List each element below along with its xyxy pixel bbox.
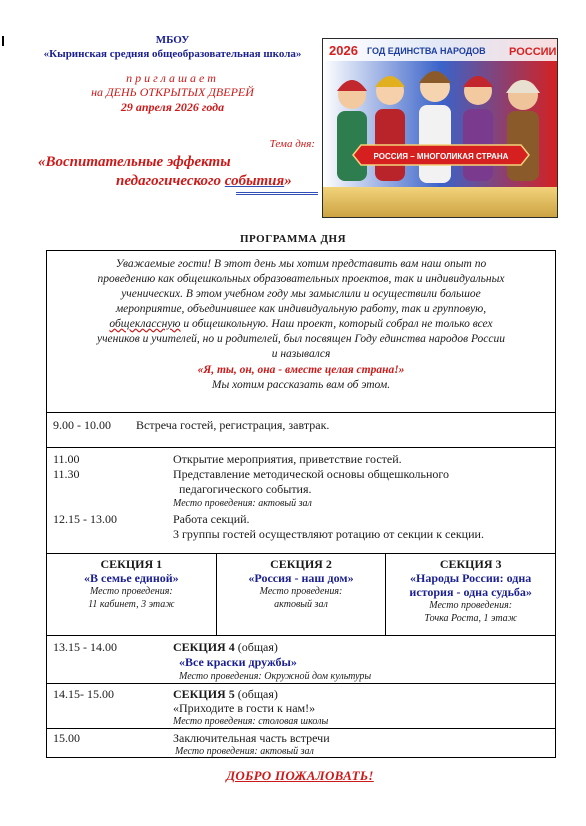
work-desc-1: Работа секций.	[173, 512, 250, 526]
work-time: 12.15 - 13.00	[53, 512, 117, 526]
section-5-kind: (общая)	[234, 687, 278, 701]
section-4-title: «Все краски дружбы»	[179, 655, 297, 669]
schedule-row-main	[47, 448, 555, 554]
section-3-place-label: Место проведения:	[429, 600, 513, 611]
poster-illustration	[323, 39, 558, 218]
schedule-row-meet	[47, 413, 555, 448]
open-desc: Открытие мероприятия, приветствие гостей.	[173, 452, 402, 466]
method-desc-2: педагогического события.	[179, 482, 312, 496]
section-3-cell	[386, 554, 555, 635]
section-5-name: СЕКЦИЯ 5	[173, 687, 235, 701]
intro-slogan: «Я, ты, он, она - вместе целая страна!»	[197, 364, 405, 376]
poster-ground	[323, 187, 558, 218]
closing-desc: Заключительная часть встречи	[173, 731, 330, 745]
topic-line-2b: события	[224, 173, 285, 189]
intro-cell	[47, 251, 555, 413]
schedule-line-method	[53, 467, 549, 497]
section-1-title: «В семье единой»	[84, 571, 179, 585]
intro-line-3: ученических. В этом учебном году мы замыслили и осуществили большое	[121, 288, 481, 300]
welcome-label: ДОБРО ПОЖАЛОВАТЬ!	[226, 768, 374, 783]
closing-time: 15.00	[53, 731, 80, 745]
section-5-line	[53, 687, 549, 701]
poster-banner-accent: РОССИИ	[509, 46, 557, 58]
topic-line-2	[30, 172, 315, 191]
sections-row	[47, 554, 555, 636]
schedule-line-open	[53, 452, 549, 467]
section-3-place: Точка Роста, 1 этаж	[424, 613, 517, 624]
closing-place: Место проведения: актовый зал	[175, 746, 314, 757]
section-5-time: 14.15- 15.00	[53, 687, 114, 701]
meet-desc: Встреча гостей, регистрация, завтрак.	[136, 418, 330, 432]
method-place: Место проведения: актовый зал	[173, 498, 312, 509]
open-time: 11.00	[53, 452, 80, 466]
child-figure-1	[337, 80, 367, 181]
program-title: ПРОГРАММА ДНЯ	[239, 233, 347, 245]
section-1-cell	[47, 554, 217, 635]
intro-line-4: мероприятие, объединившее как индивидуальную работу, так и групповую,	[115, 303, 487, 315]
invites-text: приглашает	[126, 71, 219, 85]
topic-line-1: «Воспитательные эффекты	[38, 154, 231, 170]
section-5-heading	[53, 687, 549, 701]
section-2-place-label: Место проведения:	[259, 586, 343, 597]
event-name: на ДЕНЬ ОТКРЫТЫХ ДВЕРЕЙ	[91, 85, 254, 99]
intro-line-1: Уважаемые гости! В этот день мы хотим представить вам наш опыт по	[115, 258, 487, 270]
section-1-name: СЕКЦИЯ 1	[100, 557, 163, 571]
section-2-place: актовый зал	[274, 599, 328, 610]
work-desc-2: 3 группы гостей осуществляют ротацию от секции к секции.	[173, 527, 484, 541]
section-5-title: «Приходите в гости к нам!»	[173, 701, 316, 715]
section-4-line	[53, 640, 549, 655]
intro-closing: Мы хотим рассказать вам об этом.	[211, 379, 391, 391]
section-2-name: СЕКЦИЯ 2	[270, 557, 332, 571]
event-date: 29 апреля 2026 года	[120, 100, 225, 114]
schedule-line-work	[53, 512, 549, 542]
poster-ribbon	[353, 145, 529, 165]
intro-line-6: учеников и учителей, но и родителей, был посвящен Году единства народов России	[96, 333, 506, 345]
section-2-cell	[217, 554, 387, 635]
section-4-name: СЕКЦИЯ 4	[173, 640, 235, 654]
section-1-place-label: Место проведения:	[89, 586, 173, 597]
poster-year: 2026	[329, 43, 358, 58]
section-1-place: 11 кабинет, 3 этаж	[88, 599, 175, 610]
org-short-name: МБОУ	[155, 34, 190, 46]
intro-line-7: и назывался	[271, 348, 331, 360]
intro-line-5b: и общешкольную. Наш проект, который собрал не только всех	[180, 318, 493, 330]
section-4-heading	[53, 640, 549, 655]
intro-line-2: проведению как общешкольных образовательных проектов, так и индивидуальных	[97, 273, 505, 285]
section-2-title: «Россия - наш дом»	[248, 571, 354, 585]
topic-title	[30, 153, 315, 191]
org-full-name: «Кыринская средняя общеобразовательная школа»	[43, 48, 302, 60]
method-desc-1: Представление методической основы общешкольного	[173, 467, 450, 481]
section-3-title: «Народы России: одна история - одна судьба»	[409, 571, 532, 599]
closing-line	[53, 731, 549, 745]
meet-time: 9.00 - 10.00	[53, 418, 111, 432]
section-4-kind: (общая)	[234, 640, 278, 654]
schedule-row-section-5	[47, 684, 555, 729]
section-4-place: Место проведения: Окружной дом культуры	[179, 671, 372, 682]
program-table	[46, 250, 556, 758]
section-3-name: СЕКЦИЯ 3	[439, 557, 502, 571]
method-time: 11.30	[53, 467, 80, 481]
topic-underline	[236, 192, 318, 195]
section-4-time: 13.15 - 14.00	[53, 640, 117, 654]
schedule-row-section-4	[47, 636, 555, 684]
child-figure-3	[419, 71, 451, 183]
topic-line-2a: педагогического	[116, 173, 225, 189]
header-block	[30, 34, 315, 115]
child-figure-5	[506, 80, 540, 181]
topic-line-2c: »	[284, 173, 292, 189]
schedule-row-closing	[47, 729, 555, 757]
tab-marker	[2, 36, 4, 46]
intro-line-5a: общеклассную	[109, 318, 181, 330]
poster-ribbon-text: РОССИЯ – МНОГОЛИКАЯ СТРАНА	[373, 152, 509, 161]
section-5-place: Место проведения: столовая школы	[173, 716, 329, 727]
intro-line-5	[53, 317, 549, 332]
welcome-text	[0, 768, 586, 784]
poster-banner-text: ГОД ЕДИНСТВА НАРОДОВ	[367, 46, 486, 56]
topic-label: Тема дня:	[269, 138, 315, 150]
poster-image	[322, 38, 558, 218]
